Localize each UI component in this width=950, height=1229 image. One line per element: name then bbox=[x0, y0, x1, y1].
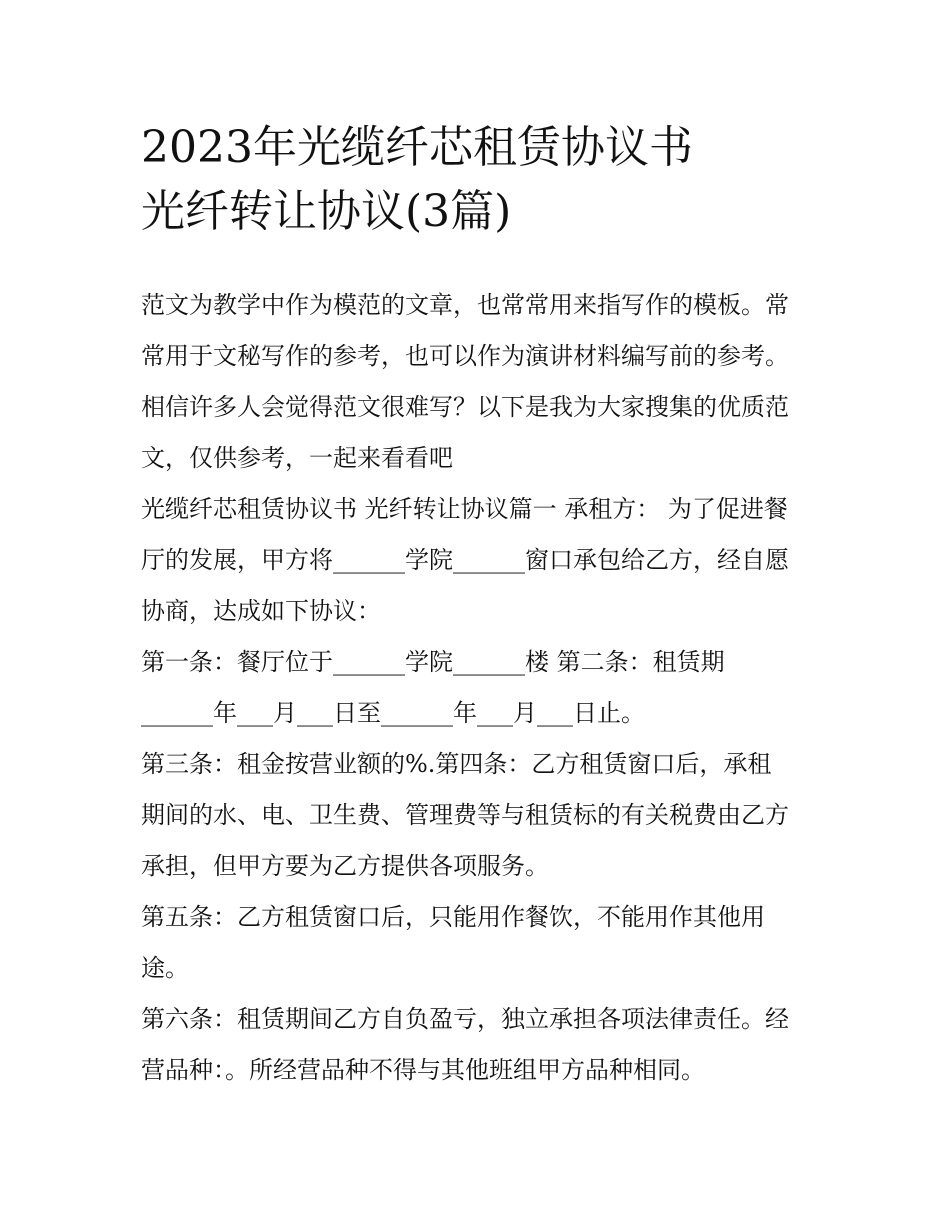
page-title bbox=[141, 116, 841, 244]
text-line: 第三条：租金按营业额的%.第四条：乙方租赁窗口后，承租 bbox=[141, 750, 772, 778]
text-line: 第六条：租赁期间乙方自负盈亏，独立承担各项法律责任。经 bbox=[141, 1005, 789, 1033]
text-line: 相信许多人会觉得范文很难写？以下是我为大家搜集的优质范 bbox=[141, 393, 789, 421]
text-line: 第五条：乙方租赁窗口后，只能用作餐饮，不能用作其他用 bbox=[141, 903, 765, 931]
text-line: 协商，达成如下协议： bbox=[141, 597, 381, 625]
text-line: 文，仅供参考，一起来看看吧 bbox=[141, 444, 453, 472]
text-line: 营品种：。所经营品种不得与其他班组甲方品种相同。 bbox=[141, 1056, 705, 1084]
paragraph-article-5 bbox=[141, 892, 821, 994]
text-line: ______年___月___日至______年___月___日止。 bbox=[141, 699, 645, 727]
paragraph-article-1-2 bbox=[141, 637, 821, 739]
paragraph-article-3-4 bbox=[141, 739, 821, 892]
text-line: 范文为教学中作为模范的文章，也常常用来指写作的模板。常 bbox=[141, 291, 789, 319]
text-line: 承担，但甲方要为乙方提供各项服务。 bbox=[141, 852, 549, 880]
text-line: 厅的发展，甲方将______学院______窗口承包给乙方，经自愿 bbox=[141, 546, 789, 574]
title-line-2: 光纤转让协议(3篇) bbox=[141, 186, 512, 237]
text-line: 期间的水、电、卫生费、管理费等与租赁标的有关税费由乙方 bbox=[141, 801, 789, 829]
title-line-1: 2023年光缆纤芯租赁协议书 bbox=[141, 122, 693, 173]
text-line: 途。 bbox=[141, 954, 189, 982]
paragraph-intro bbox=[141, 280, 821, 484]
text-line: 第一条：餐厅位于______学院______楼 第二条：租赁期 bbox=[141, 648, 725, 676]
paragraph-article-6 bbox=[141, 994, 821, 1096]
text-line: 光缆纤芯租赁协议书 光纤转让协议篇一 承租方： 为了促进餐 bbox=[141, 495, 788, 523]
paragraph-agreement-intro bbox=[141, 484, 821, 637]
text-line: 常用于文秘写作的参考，也可以作为演讲材料编写前的参考。 bbox=[141, 342, 789, 370]
document-body bbox=[141, 280, 821, 1096]
